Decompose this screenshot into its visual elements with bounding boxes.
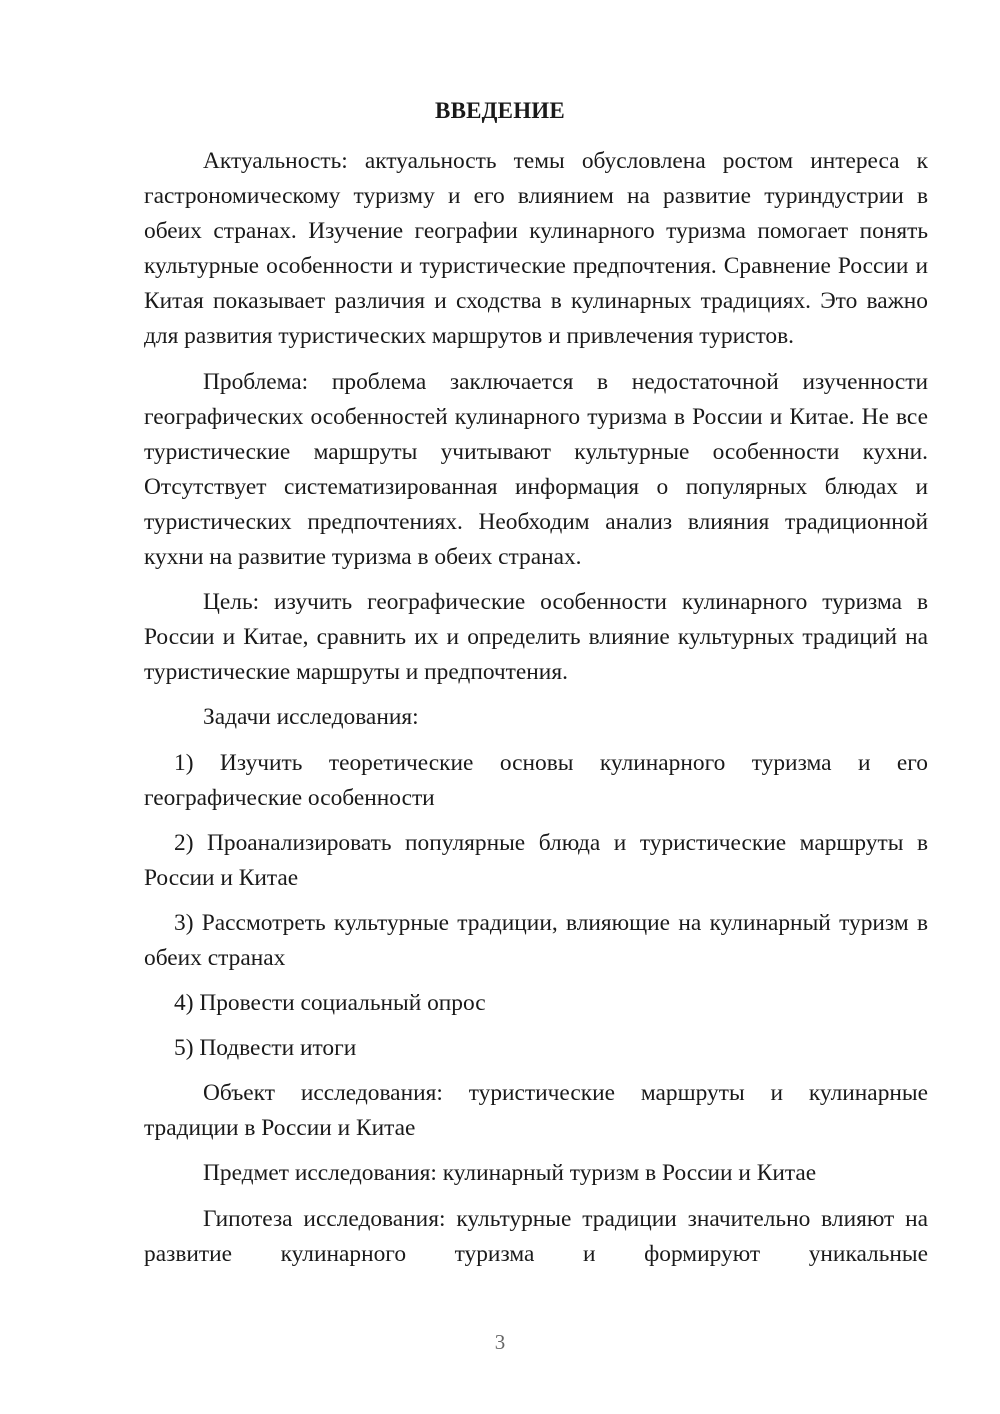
task-item-3: 3) Рассмотреть культурные традиции, влияющие на кулинарный туризм в обеих странах bbox=[144, 909, 928, 971]
paragraph-object: Объект исследования: туристические маршруты и кулинарные традиции в России и Китае bbox=[144, 1080, 928, 1142]
paragraph-goal: Цель: изучить географические особенности кулинарного туризма в России и Китае, сравнить их и определить влияние культурных традиций на туристические маршруты и предпочтения. bbox=[144, 589, 928, 686]
paragraph-problem: Проблема: проблема заключается в недостаточной изученности географических особенностей кулинарного туризма в России и Китае. Не все туристические маршруты учитывают культурные особенности кухни. Отсутствует систематизированная информация о популярных блюдах и туристических предпочтениях. Необходим анализ влияния традиционной кухни на развитие туризма в обеих странах. bbox=[144, 368, 928, 571]
task-item-1: 1) Изучить теоретические основы кулинарного туризма и его географические особенности bbox=[144, 749, 928, 811]
document-body bbox=[144, 144, 928, 1282]
paragraph-subject: Предмет исследования: кулинарный туризм в России и Китае bbox=[203, 1160, 817, 1187]
task-item-4: 4) Провести социальный опрос bbox=[174, 990, 486, 1017]
paragraph-relevance: Актуальность: актуальность темы обусловлена ростом интереса к гастрономическому туризму и его влиянием на развитие туриндустрии в обеих странах. Изучение географии кулинарного туризма помогает понять культурные особенности и туристические предпочтения. Сравнение России и Китая показывает различия и сходства в кулинарных традициях. Это важно для развития туристических маршрутов и привлечения туристов. bbox=[144, 148, 928, 350]
paragraph-tasks-heading: Задачи исследования: bbox=[203, 704, 419, 731]
task-item-5: 5) Подвести итоги bbox=[174, 1035, 357, 1062]
section-title: ВВЕДЕНИЕ bbox=[435, 98, 565, 123]
page-number: 3 bbox=[494, 1330, 506, 1354]
task-item-2: 2) Проанализировать популярные блюда и туристические маршруты в России и Китае bbox=[144, 829, 928, 891]
paragraph-hypothesis: Гипотеза исследования: культурные традиции значительно влияют на развитие кулинарного туризма и формируют уникальные bbox=[144, 1205, 928, 1267]
